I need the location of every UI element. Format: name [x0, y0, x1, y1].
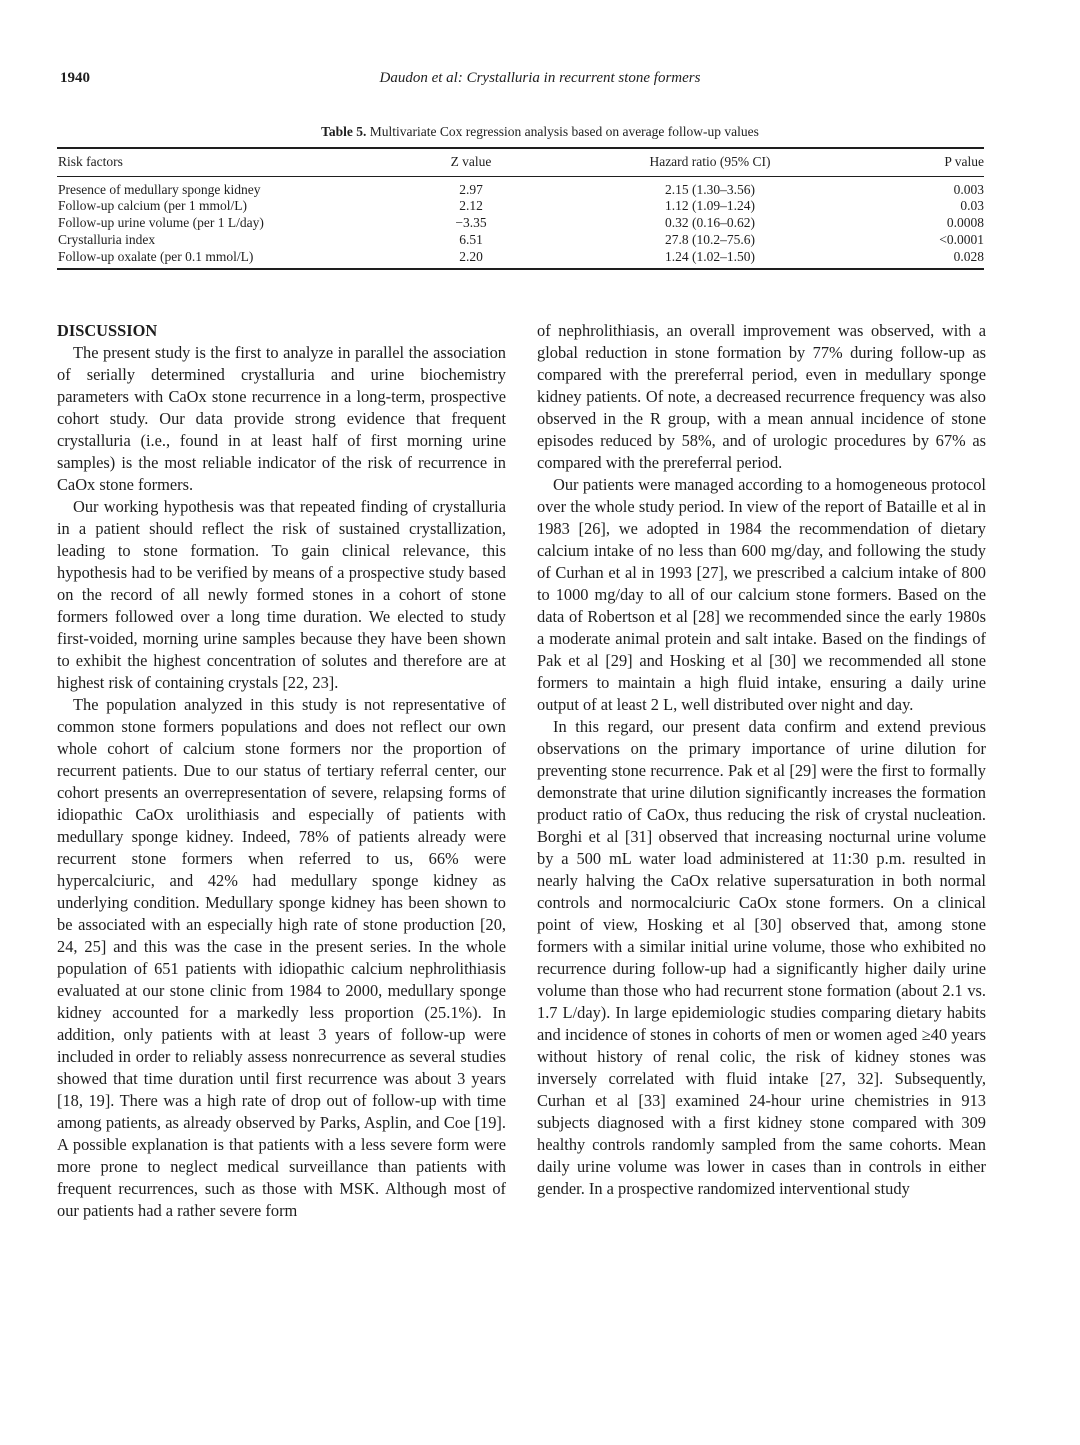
cell-hazard-ratio: 0.32 (0.16–0.62): [665, 215, 755, 230]
cell-p-value: 0.028: [953, 249, 984, 264]
paragraph: of nephrolithiasis, an overall improvement was observed, with a global reduction in stone formation by 77% during follow-up as compared with the prereferral period, even in medullary sponge kidney patients. Of note, a decreased recurrence frequency was also observed in the R group, with a mean annual incidence of stone episodes reduced by 58%, and of urologic procedures by 67% as compared with the prereferral period.: [537, 321, 986, 472]
cell-risk-factor: Presence of medullary sponge kidney: [58, 182, 261, 197]
cell-z-value: 2.12: [459, 198, 483, 213]
cell-risk-factor: Follow-up urine volume (per 1 L/day): [58, 215, 264, 230]
page-number: 1940: [60, 70, 90, 86]
column-header-p-value: P value: [944, 154, 984, 169]
cell-hazard-ratio: 1.24 (1.02–1.50): [665, 249, 755, 264]
cell-risk-factor: Crystalluria index: [58, 232, 156, 247]
table-row: [0, 249, 1080, 265]
cell-z-value: 6.51: [459, 232, 483, 247]
running-head: Daudon et al: Crystalluria in recurrent stone formers: [379, 70, 701, 86]
table-row: [0, 198, 1080, 214]
cell-p-value: 0.003: [953, 182, 984, 197]
table-label: Table 5.: [321, 124, 367, 139]
paragraph: The population analyzed in this study is not representative of common stone formers populations and does not reflect our own whole cohort of calcium stone formers nor the proportion of recurrent patients. Due to our status of tertiary referral center, our cohort presents an overrepresentation of severe, relapsing forms of idiopathic CaOx urolithiasis and especially of patients with medullary sponge kidney. Indeed, 78% of patients already were recurrent stone formers when referred to us, 66% were hypercalciuric, and 42% had medullary sponge kidney as underlying condition. Medullary sponge kidney has been shown to be associated with an especially high rate of stone production [20, 24, 25] and this was the case in the present series. In the whole population of 651 patients with idiopathic calcium nephrolithiasis evaluated at our stone clinic from 1984 to 2000, medullary sponge kidney accounted for a markedly less proportion (25.1%). In addition, only patients with at least 3 years of follow-up were included in order to reliably assess nonrecurrence as several studies showed that time duration until first recurrence was about 3 years [18, 19]. There was a high rate of drop out of follow-up with time among patients, as already observed by Parks, Asplin, and Coe [19]. A possible explanation is that patients with a less severe form were more prone to neglect medical surveillance than patients with frequent recurrences, such as those with MSK. Although most of our patients had a rather severe form: [57, 695, 506, 1220]
cell-hazard-ratio: 27.8 (10.2–75.6): [665, 232, 755, 247]
paragraph: The present study is the first to analyze in parallel the association of serially determined crystalluria and urine biochemistry parameters with CaOx stone recurrence in a long-term, prospective cohort study. Our data provide strong evidence that frequent crystalluria (i.e., found in at least half of first morning urine samples) is the most reliable indicator of the risk of recurrence in CaOx stone formers.: [57, 343, 506, 494]
column-header-risk-factors: Risk factors: [58, 154, 123, 169]
column-header-z-value: Z value: [450, 154, 492, 169]
cell-hazard-ratio: 1.12 (1.09–1.24): [665, 198, 755, 213]
paragraph: Our patients were managed according to a homogeneous protocol over the whole study period. In view of the report of Bataille et al in 1983 [26], we adopted in 1984 the recommendation of dietary calcium intake of no less than 600 mg/day, and following the study of Curhan et al in 1993 [27], we prescribed a calcium intake of 800 to 1000 mg/day to all of our calcium stone formers. Based on the data of Robertson et al [28] we recommended since the early 1980s a moderate animal protein and salt intake. Based on the findings of Pak et al [29] and Hosking et al [30] we recommended all stone formers to maintain a high fluid intake, ensuring a daily urine output of at least 2 L, well distributed over night and day.: [537, 475, 986, 714]
cell-z-value: 2.20: [459, 249, 483, 264]
table-row: [0, 215, 1080, 231]
cell-z-value: −3.35: [455, 215, 487, 230]
paragraph: In this regard, our present data confirm and extend previous observations on the primary importance of urine dilution for preventing stone recurrence. Pak et al [29] were the first to formally demonstrate that urine dilution significantly increases the formation product ratio of CaOx, thus reducing the risk of crystal nucleation. Borghi et al [31] observed that increasing nocturnal urine volume by a 500 mL water load administered at 11:30 p.m. resulted in nearly halving the CaOx relative supersaturation in both normal controls and normocalciuric CaOx stone formers. On a clinical point of view, Hosking et al [30] observed that, among stone formers with a similar initial urine volume, those who exhibited no recurrence during follow-up had a significantly higher daily urine volume than those who had recurrent stone formation (about 2.1 vs. 1.7 L/day). In large epidemiologic studies comparing dietary habits and incidence of stones in cohorts of men or women aged ≥40 years without history of renal colic, the risk of kidney stones was inversely correlated with fluid intake [27, 32]. Subsequently, Curhan et al [33] examined 24-hour urine chemistries in 913 subjects diagnosed with a first kidney stone compared with 309 healthy controls randomly sampled from the same cohorts. Mean daily urine volume was lower in cases than in controls in either gender. In a prospective randomized interventional study: [537, 717, 986, 1198]
table-row: [0, 232, 1080, 248]
table-caption: [0, 124, 1080, 140]
right-column: [537, 320, 986, 1200]
paragraph: Our working hypothesis was that repeated finding of crystalluria in a patient should reflect the risk of sustained crystallization, leading to stone formation. To gain clinical relevance, this hypothesis had to be verified by means of a prospective study based on the record of all newly formed stones in a cohort of stone formers followed over a long time duration. We elected to study first-voided, morning urine samples because they have been shown to exhibit the highest concentration of solutes and therefore are at highest risk of containing crystals [22, 23].: [57, 497, 506, 692]
cell-risk-factor: Follow-up oxalate (per 0.1 mmol/L): [58, 249, 254, 264]
cell-p-value: <0.0001: [939, 232, 984, 247]
cell-p-value: 0.03: [960, 198, 984, 213]
cell-p-value: 0.0008: [946, 215, 984, 230]
cell-z-value: 2.97: [459, 182, 483, 197]
left-column: [57, 320, 506, 1222]
table-bottom-rule: [57, 268, 984, 270]
table-caption-text: Multivariate Cox regression analysis based on average follow-up values: [369, 124, 759, 139]
table-top-rule: [57, 147, 984, 149]
table-header-rule: [57, 176, 984, 177]
cell-risk-factor: Follow-up calcium (per 1 mmol/L): [58, 198, 247, 213]
column-header-hazard-ratio: Hazard ratio (95% CI): [649, 154, 771, 169]
section-heading-discussion: DISCUSSION: [57, 321, 158, 340]
cell-hazard-ratio: 2.15 (1.30–3.56): [665, 182, 755, 197]
table-row: [0, 182, 1080, 198]
